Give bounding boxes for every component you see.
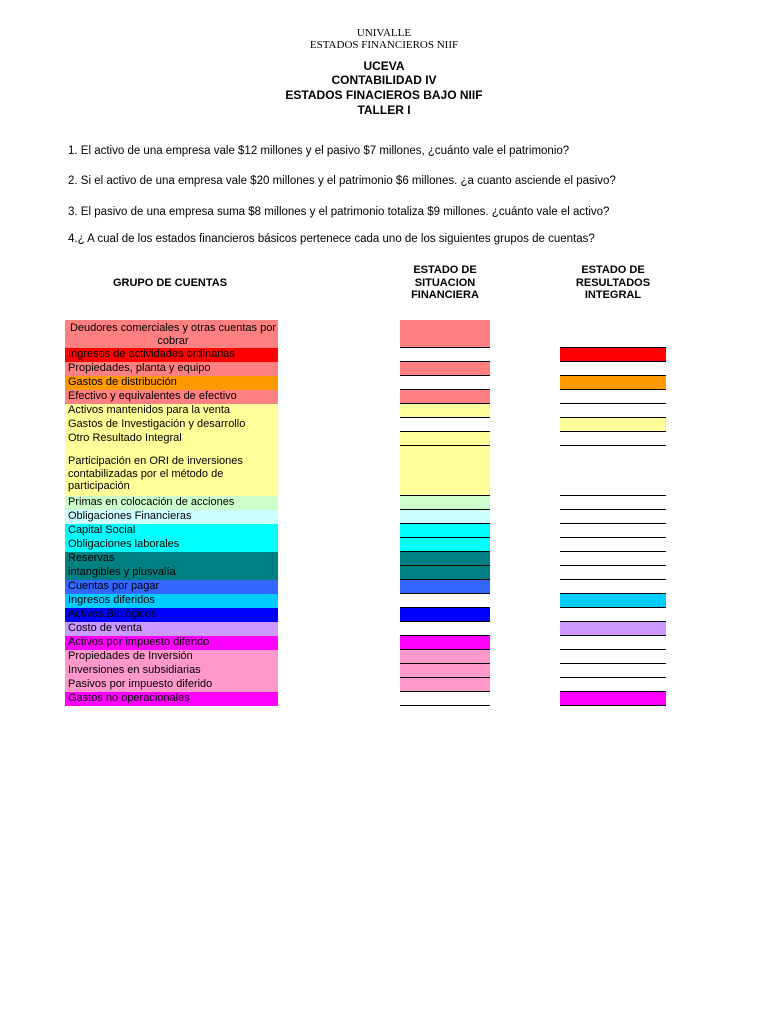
eri-answer-cell xyxy=(560,608,666,622)
eri-answer-cell xyxy=(560,566,666,580)
eri-answer-cell xyxy=(560,650,666,664)
eri-answer-cell xyxy=(560,580,666,594)
eri-answer-cell xyxy=(560,404,666,418)
esf-answer-cell xyxy=(400,608,490,622)
eri-answer-cell xyxy=(560,348,666,362)
row-label: Obligaciones laborales xyxy=(65,538,278,552)
esf-answer-cell xyxy=(400,432,490,446)
esf-answer-cell xyxy=(400,496,490,510)
row-label: Ingresos de actividades ordinarias xyxy=(65,348,278,362)
header-contabilidad: CONTABILIDAD IV xyxy=(331,73,437,87)
esf-answer-cell xyxy=(400,362,490,376)
column-header-esf: ESTADO DE SITUACION FINANCIERA xyxy=(411,264,479,301)
header-estados-bajo-niif: ESTADOS FINACIEROS BAJO NIIF xyxy=(285,88,483,102)
question-1: 1. El activo de una empresa vale $12 millones y el pasivo $7 millones, ¿cuánto vale el patrimonio? xyxy=(68,145,570,157)
row-label: Capital Social xyxy=(65,524,278,538)
esf-answer-cell xyxy=(400,692,490,706)
esf-answer-cell xyxy=(400,580,490,594)
esf-answer-cell xyxy=(400,320,490,348)
eri-answer-cell xyxy=(560,552,666,566)
question-2: 2. Si el activo de una empresa vale $20 millones y el patrimonio $6 millones. ¿a cuanto asciende el pasivo? xyxy=(68,175,616,187)
esf-answer-cell xyxy=(400,664,490,678)
eri-answer-cell xyxy=(560,664,666,678)
row-label: Gastos de Investigación y desarrollo xyxy=(65,418,278,432)
row-label: intangibles y plusvalía xyxy=(65,566,278,580)
row-label: Primas en colocación de acciones xyxy=(65,496,278,510)
esf-answer-cell xyxy=(400,538,490,552)
eri-answer-cell xyxy=(560,320,666,348)
header-estados-niif: ESTADOS FINANCIEROS NIIF xyxy=(309,39,459,51)
eri-answer-cell xyxy=(560,510,666,524)
header-taller: TALLER I xyxy=(357,103,411,117)
eri-answer-cell xyxy=(560,594,666,608)
question-4: 4.¿ A cual de los estados financieros básicos pertenece cada uno de los siguientes grupos de cuentas? xyxy=(68,233,595,245)
column-header-eri: ESTADO DE RESULTADOS INTEGRAL xyxy=(575,264,651,301)
row-label: Inversiones en subsidiarias xyxy=(65,664,278,678)
header-univalle: UNIVALLE xyxy=(356,27,412,39)
row-label: Efectivo y equivalentes de efectivo xyxy=(65,390,278,404)
row-label: Participación en ORI de inversiones contabilizadas por el método de participación xyxy=(65,446,278,496)
row-label: Reservas xyxy=(65,552,278,566)
eri-answer-cell xyxy=(560,538,666,552)
header-uceva: UCEVA xyxy=(363,59,405,73)
eri-answer-cell xyxy=(560,446,666,496)
esf-answer-cell xyxy=(400,594,490,608)
eri-answer-cell xyxy=(560,622,666,636)
eri-answer-cell xyxy=(560,636,666,650)
esf-answer-cell xyxy=(400,622,490,636)
row-label: Obligaciones Financieras xyxy=(65,510,278,524)
question-3: 3. El pasivo de una empresa suma $8 millones y el patrimonio totaliza $9 millones. ¿cuánto vale el activo? xyxy=(68,206,610,218)
esf-answer-cell xyxy=(400,348,490,362)
esf-answer-cell xyxy=(400,376,490,390)
eri-answer-cell xyxy=(560,390,666,404)
esf-answer-cell xyxy=(400,390,490,404)
eri-answer-cell xyxy=(560,376,666,390)
eri-answer-cell xyxy=(560,418,666,432)
esf-answer-cell xyxy=(400,552,490,566)
esf-answer-cell xyxy=(400,418,490,432)
row-label: Activos por impuesto diferido xyxy=(65,636,278,650)
row-label: Cuentas por pagar xyxy=(65,580,278,594)
eri-answer-cell xyxy=(560,432,666,446)
row-label: Gastos de distribución xyxy=(65,376,278,390)
row-label: Pasivos por impuesto diferido xyxy=(65,678,278,692)
esf-answer-cell xyxy=(400,636,490,650)
eri-answer-cell xyxy=(560,692,666,706)
eri-answer-cell xyxy=(560,524,666,538)
esf-answer-cell xyxy=(400,566,490,580)
row-label: Costo de venta xyxy=(65,622,278,636)
row-label: Propiedades de Inversión xyxy=(65,650,278,664)
esf-answer-cell xyxy=(400,446,490,496)
row-label: Deudores comerciales y otras cuentas por cobrar xyxy=(65,320,278,348)
column-header-grupo: GRUPO DE CUENTAS xyxy=(112,277,228,289)
esf-answer-cell xyxy=(400,510,490,524)
row-label: Ingresos diferidos xyxy=(65,594,278,608)
row-label: Propiedades, planta y equipo xyxy=(65,362,278,376)
eri-answer-cell xyxy=(560,496,666,510)
row-label: Activos mantenidos para la venta xyxy=(65,404,278,418)
row-label: Gastos no operacionales xyxy=(65,692,278,706)
esf-answer-cell xyxy=(400,678,490,692)
row-label: Otro Resultado Integral xyxy=(65,432,278,446)
row-label: Activos Biológicos xyxy=(65,608,278,622)
esf-answer-cell xyxy=(400,650,490,664)
eri-answer-cell xyxy=(560,678,666,692)
eri-answer-cell xyxy=(560,362,666,376)
esf-answer-cell xyxy=(400,524,490,538)
esf-answer-cell xyxy=(400,404,490,418)
